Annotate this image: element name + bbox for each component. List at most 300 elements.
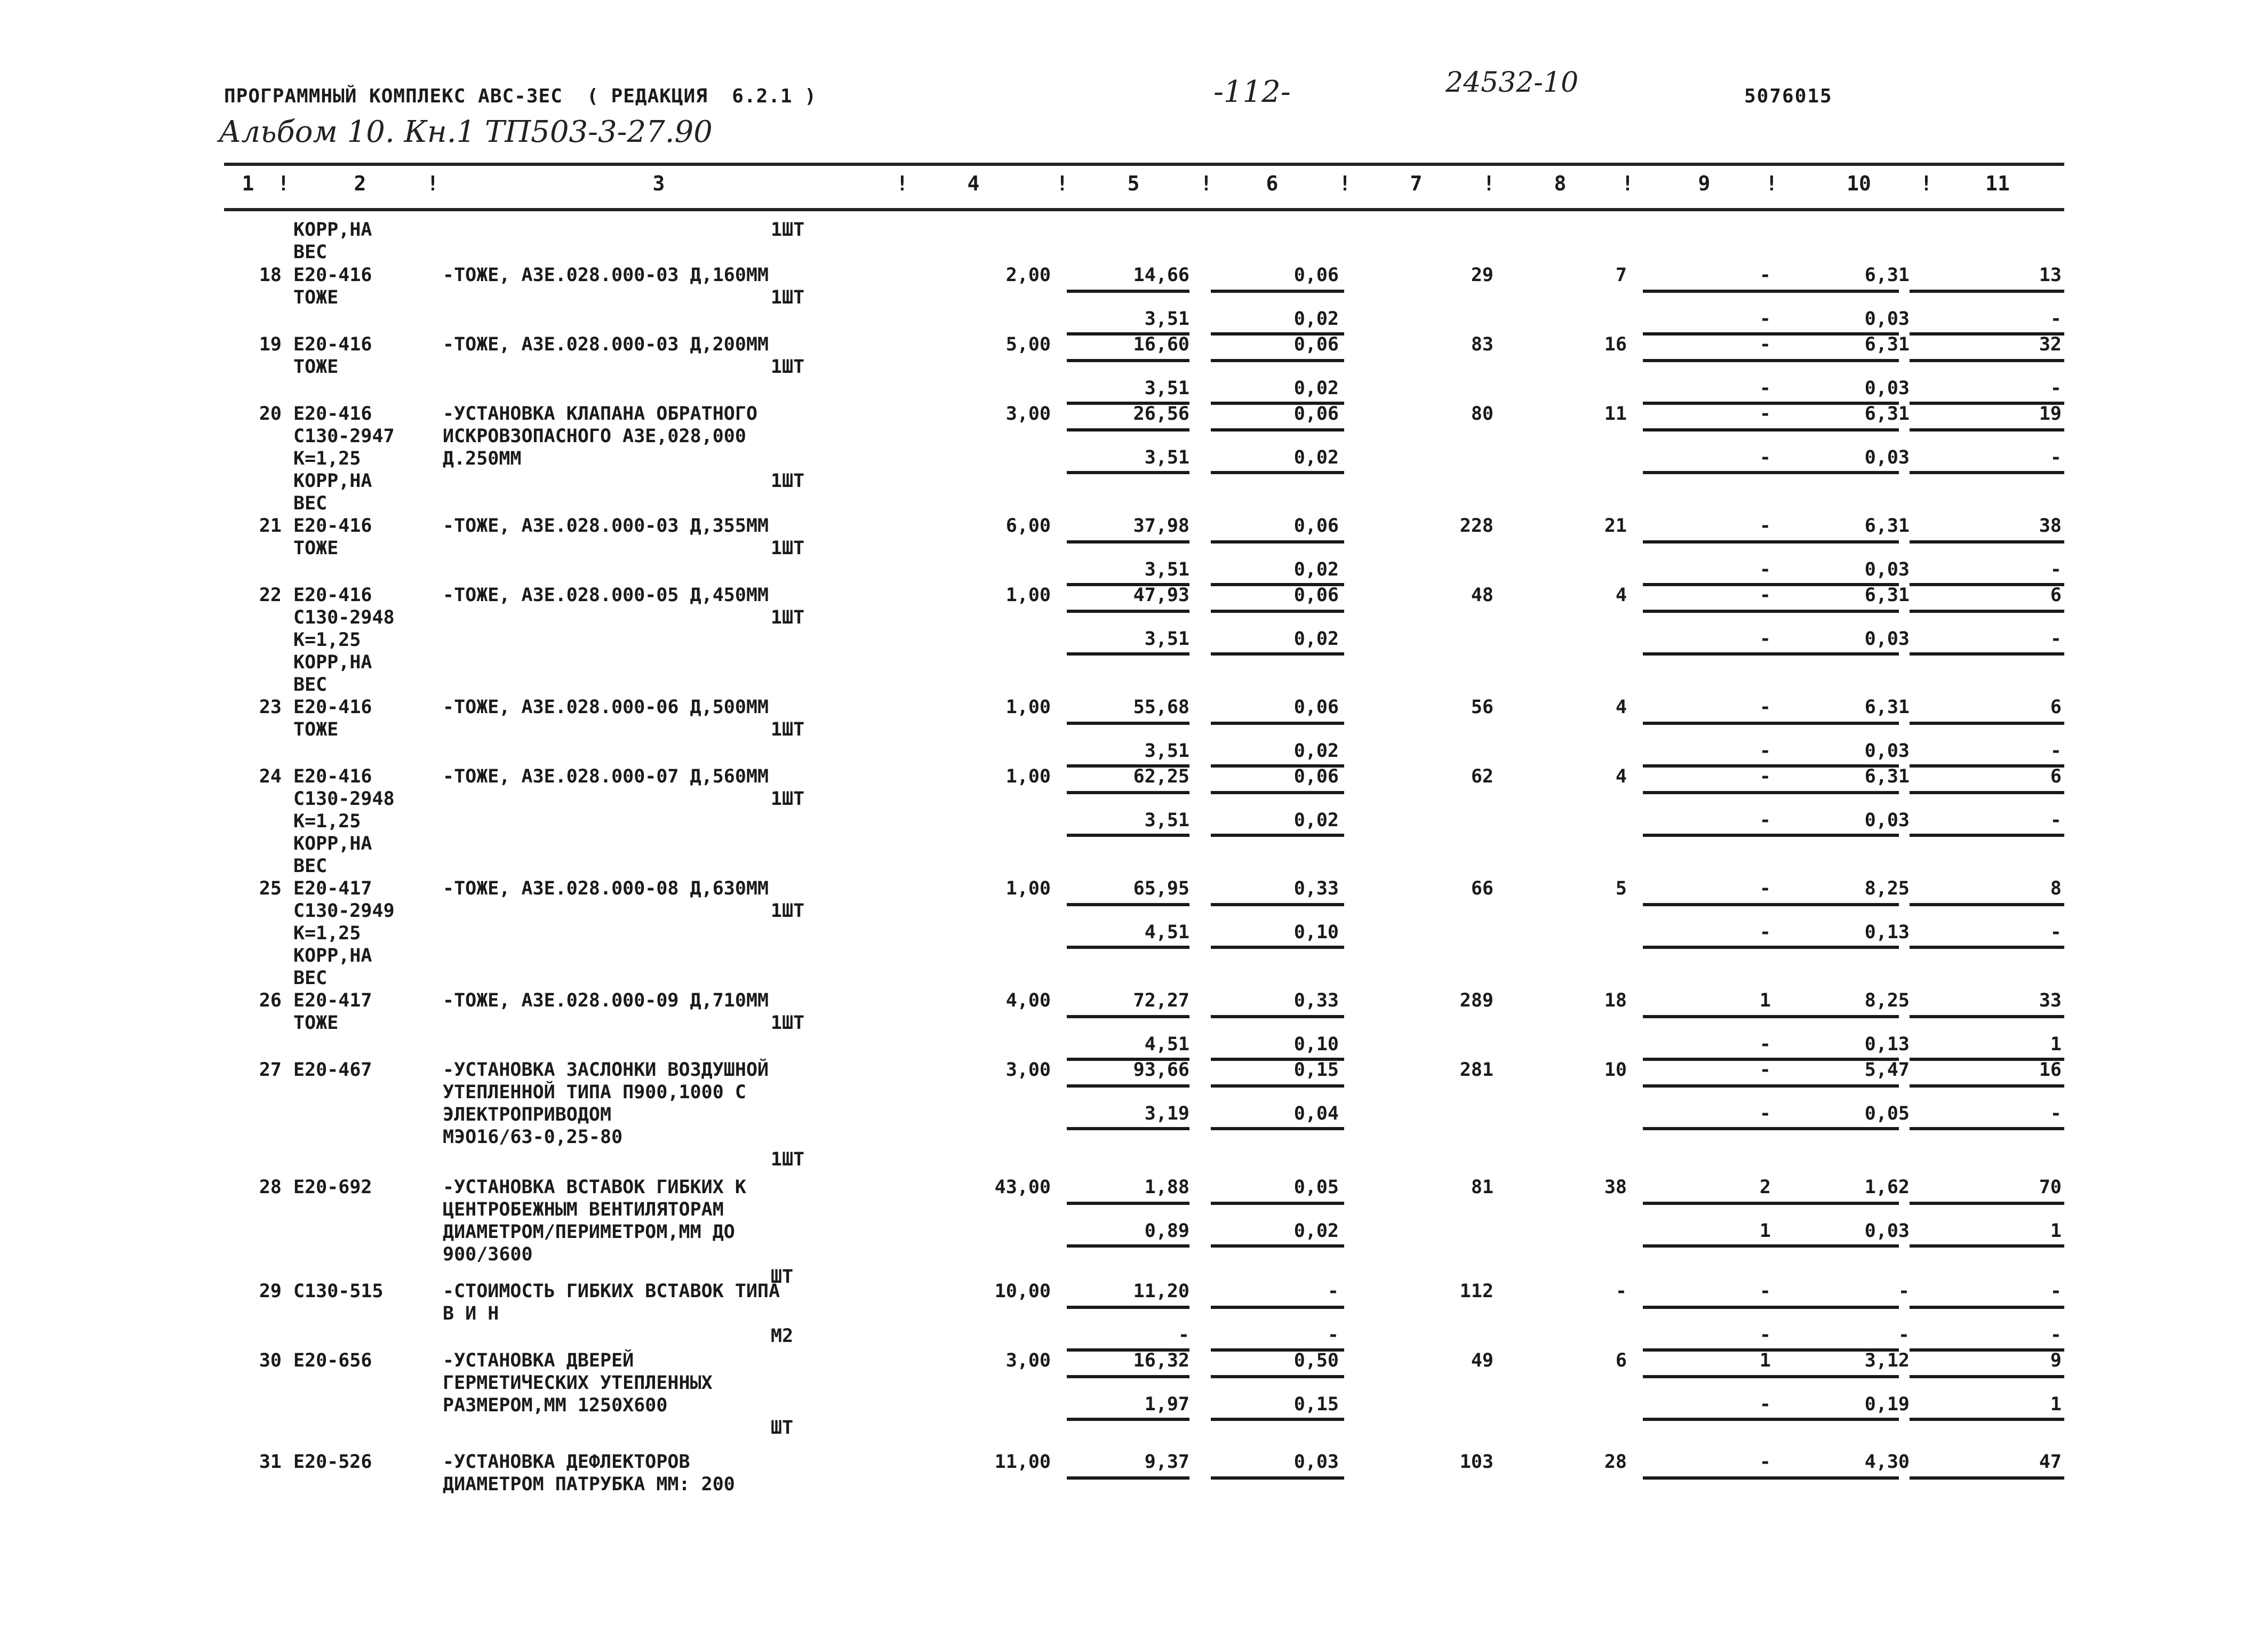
- unit-cost-machines: 0,06: [1293, 585, 1339, 606]
- work-description: -ТОЖЕ, АЗЕ.028.000-03 Д,200ММ: [443, 334, 769, 355]
- value-underline: [1771, 722, 1899, 725]
- work-description: -ТОЖЕ, АЗЕ.028.000-05 Д,450ММ: [443, 585, 769, 606]
- labor-total: 9: [2050, 1350, 2062, 1371]
- unit-cost-wages: 3,51: [1144, 378, 1189, 399]
- rate-code: Е20-692: [293, 1177, 372, 1198]
- labor-per-unit: 6,31: [1864, 585, 1910, 606]
- quantity: 1,00: [1005, 585, 1051, 606]
- album-reference: Альбом 10. Кн.1 ТП503-3-27.90: [219, 115, 713, 149]
- total-machine-wages: -: [1759, 378, 1771, 399]
- unit-cost-machine-wages: 0,04: [1293, 1103, 1339, 1124]
- row-number: 29: [259, 1281, 282, 1302]
- labor-machinists-total: -: [2050, 447, 2062, 468]
- labor-machinists-total: -: [2050, 559, 2062, 580]
- value-underline: [1643, 290, 1771, 293]
- row-number: 28: [259, 1177, 282, 1198]
- value-underline: [1211, 1375, 1344, 1378]
- value-underline: [1771, 652, 1899, 656]
- labor-per-unit: 6,31: [1864, 403, 1910, 425]
- value-underline: [1643, 610, 1771, 613]
- col-head-11: 11: [1985, 172, 2010, 195]
- total-machine-wages: -: [1759, 740, 1771, 762]
- total-machine-wages: -: [1759, 1394, 1771, 1415]
- labor-machinists: 0,03: [1864, 810, 1910, 831]
- labor-per-unit: 3,12: [1864, 1350, 1910, 1371]
- labor-total: 47: [2039, 1451, 2062, 1473]
- unit-label: ШТ: [771, 1266, 794, 1288]
- value-underline: [1067, 1084, 1189, 1088]
- total-machine-wages: -: [1759, 1034, 1771, 1055]
- work-description: -ТОЖЕ, АЗЕ.028.000-06 Д,500ММ: [443, 697, 769, 718]
- labor-per-unit: 6,31: [1864, 515, 1910, 537]
- value-underline: [1643, 1084, 1771, 1088]
- value-underline: [1211, 834, 1344, 837]
- unit-label: 1ШТ: [771, 788, 805, 810]
- col-head-10: 10: [1847, 172, 1871, 195]
- value-underline: [1067, 791, 1189, 794]
- rate-code: Е20-416 С130-2948 К=1,25 КОРР,НА ВЕС: [293, 585, 395, 696]
- unit-cost-machines: 0,50: [1293, 1350, 1339, 1371]
- value-underline: [1067, 428, 1189, 432]
- total-machines: 1: [1759, 1350, 1771, 1371]
- unit-cost-machines: -: [1327, 1281, 1339, 1302]
- unit-cost: 55,68: [1133, 697, 1189, 718]
- quantity: 2,00: [1005, 265, 1051, 286]
- total-wages: 7: [1615, 265, 1627, 286]
- value-underline: [1211, 722, 1344, 725]
- value-underline: [1067, 1476, 1189, 1480]
- unit-cost: 62,25: [1133, 766, 1189, 787]
- work-description: -УСТАНОВКА ЗАСЛОНКИ ВОЗДУШНОЙ УТЕПЛЕННОЙ ТИПА П900,1000 С ЭЛЕКТРОПРИВОДОМ МЭО16/63-0,25-80: [443, 1059, 769, 1148]
- unit-label: 1ШТ: [771, 1012, 805, 1034]
- work-description: -УСТАНОВКА ДЕФЛЕКТОРОВ ДИАМЕТРОМ ПАТРУБКА ММ: 200: [443, 1451, 735, 1495]
- value-underline: [1910, 791, 2064, 794]
- value-underline: [1643, 428, 1771, 432]
- labor-machinists: 0,19: [1864, 1394, 1910, 1415]
- total-machines: -: [1759, 334, 1771, 355]
- work-description: -ТОЖЕ, АЗЕ.028.000-07 Д,560ММ: [443, 766, 769, 787]
- rate-code: Е20-417 ТОЖЕ: [293, 990, 372, 1034]
- labor-total: 19: [2039, 403, 2062, 425]
- total-machines: -: [1759, 265, 1771, 286]
- total-wages: 10: [1604, 1059, 1627, 1081]
- value-underline: [1211, 1244, 1344, 1248]
- total-machines: 2: [1759, 1177, 1771, 1198]
- unit-cost-wages: 4,51: [1144, 922, 1189, 943]
- value-underline: [1643, 903, 1771, 906]
- quantity: 3,00: [1005, 1059, 1051, 1081]
- total-machine-wages: -: [1759, 447, 1771, 468]
- value-underline: [1067, 903, 1189, 906]
- value-underline: [1643, 471, 1771, 474]
- value-underline: [1067, 652, 1189, 656]
- unit-cost: 16,60: [1133, 334, 1189, 355]
- total-wages: 5: [1615, 878, 1627, 899]
- labor-total: 33: [2039, 990, 2062, 1011]
- unit-cost-machine-wages: 0,10: [1293, 1034, 1339, 1055]
- total-cost: 103: [1459, 1451, 1494, 1473]
- labor-machinists: 0,05: [1864, 1103, 1910, 1124]
- rate-code: Е20-467: [293, 1059, 372, 1081]
- total-machines: -: [1759, 515, 1771, 537]
- total-machines: 1: [1759, 990, 1771, 1011]
- value-underline: [1910, 652, 2064, 656]
- value-underline: [1643, 1015, 1771, 1018]
- row-number: 27: [259, 1059, 282, 1081]
- value-underline: [1643, 1244, 1771, 1248]
- value-underline: [1211, 290, 1344, 293]
- value-underline: [1910, 1084, 2064, 1088]
- col-head-6: 6: [1266, 172, 1279, 195]
- value-underline: [1771, 1127, 1899, 1130]
- row-number: 22: [259, 585, 282, 606]
- document-code: 5076015: [1744, 85, 1833, 107]
- value-underline: [1910, 1375, 2064, 1378]
- labor-machinists-total: 1: [2050, 1394, 2062, 1415]
- labor-total: 70: [2039, 1177, 2062, 1198]
- total-wages: 18: [1604, 990, 1627, 1011]
- quantity: 11,00: [994, 1451, 1051, 1473]
- unit-cost-wages: 3,51: [1144, 308, 1189, 330]
- value-underline: [1211, 1202, 1344, 1205]
- rate-code: Е20-416 С130-2947 К=1,25 КОРР,НА ВЕС: [293, 403, 395, 514]
- value-underline: [1211, 652, 1344, 656]
- total-cost: 62: [1471, 766, 1494, 787]
- unit-label: ШТ: [771, 1417, 794, 1439]
- work-description: -УСТАНОВКА ДВЕРЕЙ ГЕРМЕТИЧЕСКИХ УТЕПЛЕННЫХ РАЗМЕРОМ,ММ 1250Х600: [443, 1350, 713, 1416]
- unit-cost-wages: -: [1178, 1324, 1189, 1346]
- total-cost: 112: [1459, 1281, 1494, 1302]
- rate-code: КОРР,НА ВЕС: [293, 219, 372, 263]
- labor-machinists-total: -: [2050, 810, 2062, 831]
- unit-label: 1ШТ: [771, 287, 805, 308]
- value-underline: [1910, 471, 2064, 474]
- unit-cost-machine-wages: 0,02: [1293, 447, 1339, 468]
- labor-machinists: 0,03: [1864, 378, 1910, 399]
- total-cost: 228: [1459, 515, 1494, 537]
- unit-cost-machine-wages: 0,02: [1293, 378, 1339, 399]
- labor-machinists: 0,03: [1864, 628, 1910, 650]
- value-underline: [1643, 359, 1771, 362]
- total-cost: 81: [1471, 1177, 1494, 1198]
- labor-machinists-total: -: [2050, 740, 2062, 762]
- unit-cost-wages: 0,89: [1144, 1220, 1189, 1242]
- value-underline: [1067, 1244, 1189, 1248]
- unit-label: 1ШТ: [771, 607, 805, 628]
- labor-machinists: 0,03: [1864, 559, 1910, 580]
- unit-cost-machine-wages: 0,02: [1293, 308, 1339, 330]
- value-underline: [1643, 1375, 1771, 1378]
- value-underline: [1910, 946, 2064, 949]
- unit-label: 1ШТ: [771, 219, 805, 241]
- value-underline: [1643, 1306, 1771, 1309]
- row-number: 21: [259, 515, 282, 537]
- total-cost: 281: [1459, 1059, 1494, 1081]
- value-underline: [1910, 903, 2064, 906]
- value-underline: [1643, 540, 1771, 544]
- value-underline: [1067, 946, 1189, 949]
- unit-cost-machine-wages: 0,02: [1293, 740, 1339, 762]
- value-underline: [1067, 1375, 1189, 1378]
- work-description: -ТОЖЕ, АЗЕ.028.000-03 Д,355ММ: [443, 515, 769, 537]
- total-wages: 11: [1604, 403, 1627, 425]
- unit-cost-machines: 0,03: [1293, 1451, 1339, 1473]
- labor-per-unit: 8,25: [1864, 990, 1910, 1011]
- unit-cost-machine-wages: -: [1327, 1324, 1339, 1346]
- unit-cost: 72,27: [1133, 990, 1189, 1011]
- value-underline: [1067, 722, 1189, 725]
- total-machines: -: [1759, 878, 1771, 899]
- value-underline: [1771, 471, 1899, 474]
- value-underline: [1910, 428, 2064, 432]
- rate-code: Е20-416 ТОЖЕ: [293, 697, 372, 740]
- rate-code: Е20-417 С130-2949 К=1,25 КОРР,НА ВЕС: [293, 878, 395, 989]
- work-description: -ТОЖЕ, АЗЕ.028.000-03 Д,160ММ: [443, 265, 769, 286]
- labor-machinists-total: 1: [2050, 1220, 2062, 1242]
- value-underline: [1643, 1202, 1771, 1205]
- labor-machinists: 0,13: [1864, 922, 1910, 943]
- labor-machinists-total: -: [2050, 378, 2062, 399]
- total-machine-wages: -: [1759, 922, 1771, 943]
- value-underline: [1910, 1015, 2064, 1018]
- unit-cost-machine-wages: 0,02: [1293, 628, 1339, 650]
- value-underline: [1211, 903, 1344, 906]
- work-description: -ТОЖЕ, АЗЕ.028.000-08 Д,630ММ: [443, 878, 769, 899]
- unit-cost-machine-wages: 0,15: [1293, 1394, 1339, 1415]
- unit-cost: 9,37: [1144, 1451, 1189, 1473]
- value-underline: [1910, 290, 2064, 293]
- row-number: 18: [259, 265, 282, 286]
- value-underline: [1643, 946, 1771, 949]
- row-number: 26: [259, 990, 282, 1011]
- total-cost: 83: [1471, 334, 1494, 355]
- unit-cost-machine-wages: 0,02: [1293, 559, 1339, 580]
- total-cost: 49: [1471, 1350, 1494, 1371]
- total-wages: 4: [1615, 766, 1627, 787]
- value-underline: [1771, 1375, 1899, 1378]
- unit-cost-wages: 3,51: [1144, 740, 1189, 762]
- unit-cost: 14,66: [1133, 265, 1189, 286]
- quantity: 1,00: [1005, 697, 1051, 718]
- rate-code: Е20-416 С130-2948 К=1,25 КОРР,НА ВЕС: [293, 766, 395, 877]
- labor-per-unit: 6,31: [1864, 265, 1910, 286]
- col-head-3: 3: [652, 172, 665, 195]
- labor-total: 8: [2050, 878, 2062, 899]
- total-machine-wages: -: [1759, 1324, 1771, 1346]
- value-underline: [1211, 610, 1344, 613]
- value-underline: [1771, 1244, 1899, 1248]
- labor-machinists-total: -: [2050, 1324, 2062, 1346]
- value-underline: [1211, 1476, 1344, 1480]
- labor-total: -: [2050, 1281, 2062, 1302]
- rate-code: Е20-526: [293, 1451, 372, 1473]
- row-number: 30: [259, 1350, 282, 1371]
- value-underline: [1910, 610, 2064, 613]
- work-description: -УСТАНОВКА ВСТАВОК ГИБКИХ К ЦЕНТРОБЕЖНЫМ ВЕНТИЛЯТОРАМ ДИАМЕТРОМ/ПЕРИМЕТРОМ,ММ ДО 900/3600: [443, 1177, 746, 1265]
- value-underline: [1643, 652, 1771, 656]
- value-underline: [1067, 1202, 1189, 1205]
- col-head-9: 9: [1698, 172, 1711, 195]
- total-wages: 6: [1615, 1350, 1627, 1371]
- unit-cost: 93,66: [1133, 1059, 1189, 1081]
- unit-cost: 11,20: [1133, 1281, 1189, 1302]
- labor-total: 6: [2050, 766, 2062, 787]
- unit-cost-wages: 3,19: [1144, 1103, 1189, 1124]
- header-rule-top: [224, 163, 2064, 166]
- total-machine-wages: -: [1759, 628, 1771, 650]
- quantity: 5,00: [1005, 334, 1051, 355]
- unit-cost-machines: 0,06: [1293, 403, 1339, 425]
- rate-code: Е20-416 ТОЖЕ: [293, 265, 372, 308]
- labor-per-unit: -: [1898, 1281, 1910, 1302]
- unit-cost-machines: 0,06: [1293, 697, 1339, 718]
- value-underline: [1771, 1202, 1899, 1205]
- value-underline: [1643, 722, 1771, 725]
- value-underline: [1771, 903, 1899, 906]
- unit-cost-machine-wages: 0,02: [1293, 1220, 1339, 1242]
- quantity: 1,00: [1005, 766, 1051, 787]
- row-number: 31: [259, 1451, 282, 1473]
- value-underline: [1067, 1015, 1189, 1018]
- quantity: 3,00: [1005, 1350, 1051, 1371]
- rate-code: Е20-416 ТОЖЕ: [293, 515, 372, 559]
- total-machines: -: [1759, 1451, 1771, 1473]
- total-machine-wages: -: [1759, 810, 1771, 831]
- program-title: ПРОГРАММНЫЙ КОМПЛЕКС АВС-ЗЕС ( РЕДАКЦИЯ 6.2.1 ): [224, 85, 817, 107]
- value-underline: [1211, 540, 1344, 544]
- unit-cost-machines: 0,33: [1293, 990, 1339, 1011]
- value-underline: [1771, 359, 1899, 362]
- value-underline: [1211, 359, 1344, 362]
- unit-cost: 16,32: [1133, 1350, 1189, 1371]
- unit-cost-wages: 3,51: [1144, 810, 1189, 831]
- document-number: 24532-10: [1446, 67, 1579, 99]
- total-machine-wages: -: [1759, 308, 1771, 330]
- value-underline: [1067, 359, 1189, 362]
- labor-machinists-total: -: [2050, 628, 2062, 650]
- labor-machinists: 0,13: [1864, 1034, 1910, 1055]
- quantity: 6,00: [1005, 515, 1051, 537]
- total-wages: 38: [1604, 1177, 1627, 1198]
- value-underline: [1771, 791, 1899, 794]
- unit-cost-machines: 0,33: [1293, 878, 1339, 899]
- rate-code: С130-515: [293, 1281, 384, 1302]
- value-underline: [1771, 834, 1899, 837]
- total-machines: -: [1759, 697, 1771, 718]
- value-underline: [1910, 1244, 2064, 1248]
- value-underline: [1910, 359, 2064, 362]
- rate-code: Е20-656: [293, 1350, 372, 1371]
- unit-cost: 47,93: [1133, 585, 1189, 606]
- value-underline: [1067, 1306, 1189, 1309]
- labor-machinists-total: -: [2050, 1103, 2062, 1124]
- value-underline: [1211, 428, 1344, 432]
- labor-machinists: 0,03: [1864, 1220, 1910, 1242]
- rate-code: Е20-416 ТОЖЕ: [293, 334, 372, 378]
- value-underline: [1211, 471, 1344, 474]
- value-underline: [1771, 290, 1899, 293]
- labor-per-unit: 1,62: [1864, 1177, 1910, 1198]
- work-description: -ТОЖЕ, АЗЕ.028.000-09 Д,710ММ: [443, 990, 769, 1011]
- col-head-8: 8: [1554, 172, 1567, 195]
- row-number: 23: [259, 697, 282, 718]
- value-underline: [1211, 1127, 1344, 1130]
- value-underline: [1910, 1476, 2064, 1480]
- unit-cost-machines: 0,06: [1293, 766, 1339, 787]
- unit-cost: 37,98: [1133, 515, 1189, 537]
- total-machines: -: [1759, 1059, 1771, 1081]
- value-underline: [1771, 540, 1899, 544]
- labor-per-unit: 4,30: [1864, 1451, 1910, 1473]
- value-underline: [1211, 946, 1344, 949]
- labor-machinists: 0,03: [1864, 740, 1910, 762]
- labor-machinists-total: -: [2050, 922, 2062, 943]
- value-underline: [1910, 1418, 2064, 1421]
- col-head-4: 4: [967, 172, 980, 195]
- unit-label: 1ШТ: [771, 719, 805, 740]
- unit-cost-machines: 0,06: [1293, 334, 1339, 355]
- total-machines: -: [1759, 1281, 1771, 1302]
- value-underline: [1643, 1127, 1771, 1130]
- labor-total: 38: [2039, 515, 2062, 537]
- unit-cost-machines: 0,05: [1293, 1177, 1339, 1198]
- total-wages: 28: [1604, 1451, 1627, 1473]
- header-rule-bottom: [224, 208, 2064, 211]
- total-machines: -: [1759, 403, 1771, 425]
- value-underline: [1211, 1015, 1344, 1018]
- value-underline: [1211, 1084, 1344, 1088]
- labor-machinists: 0,03: [1864, 308, 1910, 330]
- value-underline: [1771, 1084, 1899, 1088]
- labor-per-unit: 6,31: [1864, 766, 1910, 787]
- unit-cost-machines: 0,06: [1293, 515, 1339, 537]
- unit-cost: 1,88: [1144, 1177, 1189, 1198]
- unit-cost-wages: 3,51: [1144, 447, 1189, 468]
- value-underline: [1067, 834, 1189, 837]
- value-underline: [1771, 610, 1899, 613]
- row-number: 24: [259, 766, 282, 787]
- value-underline: [1211, 1306, 1344, 1309]
- unit-cost-machines: 0,06: [1293, 265, 1339, 286]
- unit-cost-wages: 3,51: [1144, 559, 1189, 580]
- work-description: -СТОИМОСТЬ ГИБКИХ ВСТАВОК ТИПА В И Н: [443, 1281, 780, 1324]
- labor-total: 32: [2039, 334, 2062, 355]
- unit-label: 1ШТ: [771, 470, 805, 492]
- value-underline: [1771, 428, 1899, 432]
- total-cost: 56: [1471, 697, 1494, 718]
- total-cost: 80: [1471, 403, 1494, 425]
- unit-label: М2: [771, 1325, 794, 1347]
- value-underline: [1910, 1127, 2064, 1130]
- total-wages: 21: [1604, 515, 1627, 537]
- total-cost: 66: [1471, 878, 1494, 899]
- work-description: -УСТАНОВКА КЛАПАНА ОБРАТНОГО ИСКРОВЗОПАСНОГО АЗЕ,028,000 Д.250ММ: [443, 403, 758, 469]
- total-machine-wages: 1: [1759, 1220, 1771, 1242]
- labor-per-unit: 6,31: [1864, 697, 1910, 718]
- labor-per-unit: 6,31: [1864, 334, 1910, 355]
- value-underline: [1067, 540, 1189, 544]
- value-underline: [1771, 1418, 1899, 1421]
- unit-cost-wages: 1,97: [1144, 1394, 1189, 1415]
- total-cost: 29: [1471, 265, 1494, 286]
- value-underline: [1643, 1476, 1771, 1480]
- total-machine-wages: -: [1759, 1103, 1771, 1124]
- col-head-5: 5: [1127, 172, 1140, 195]
- unit-label: 1ШТ: [771, 1149, 805, 1170]
- value-underline: [1211, 791, 1344, 794]
- unit-cost-machine-wages: 0,10: [1293, 922, 1339, 943]
- quantity: 10,00: [994, 1281, 1051, 1302]
